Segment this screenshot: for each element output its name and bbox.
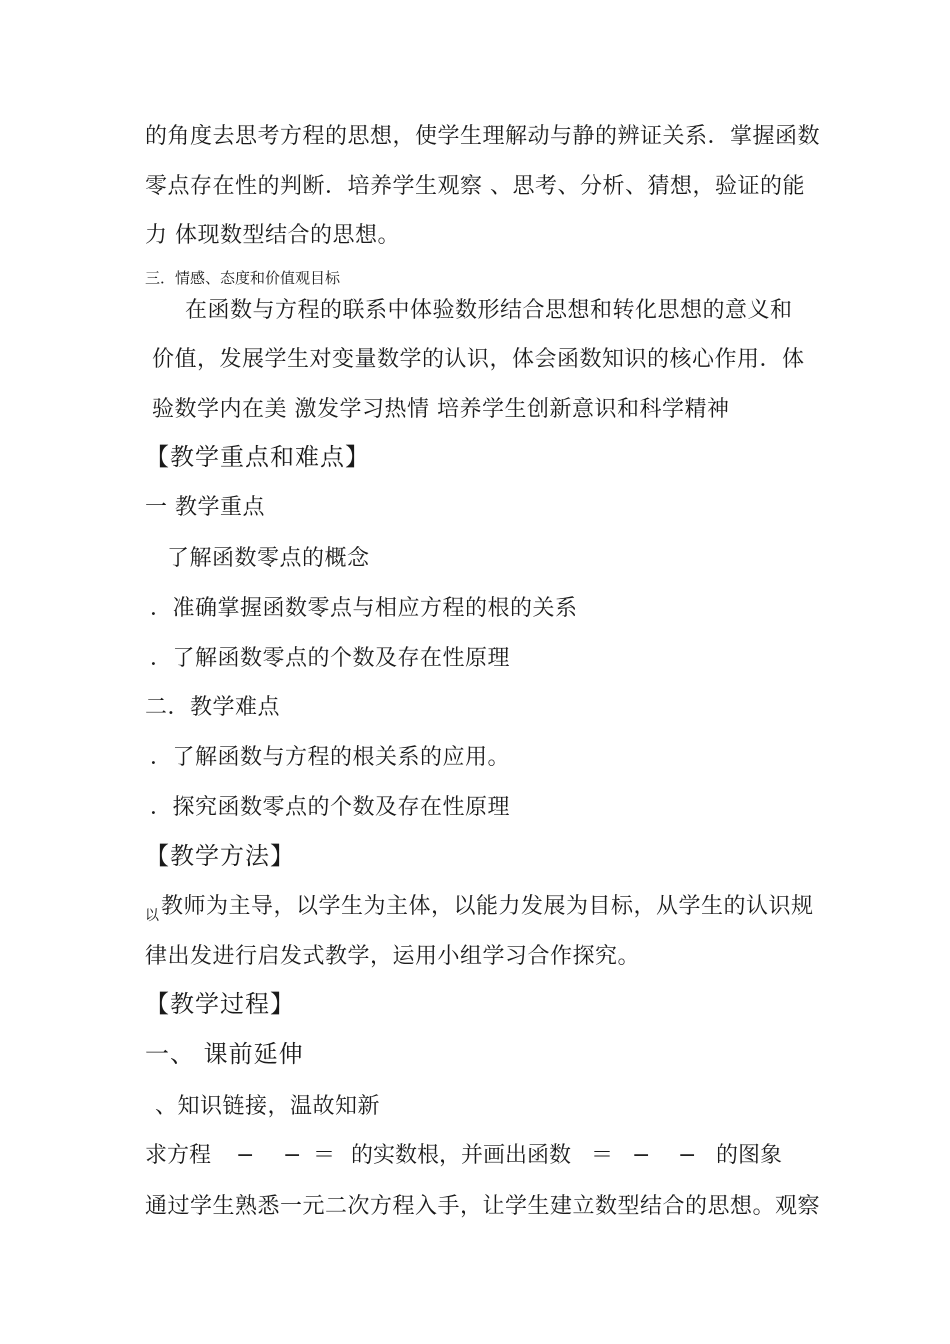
- paragraph-line: 通过学生熟悉一元二次方程入手，让学生建立数型结合的思想。观察: [145, 1194, 821, 1219]
- subsection-title: 、知识链接，温故知新: [155, 1094, 381, 1119]
- equation-symbol: −: [632, 1143, 651, 1168]
- paragraph-line: 零点存在性的判断．培养学生观察 、思考、分析、猜想，验证的能: [145, 174, 805, 199]
- equation-symbol: ＝: [313, 1143, 336, 1168]
- process-step-title: 一、 课前延伸: [145, 1040, 304, 1068]
- equation-symbol: −: [678, 1143, 697, 1168]
- equation-text: 的图象: [716, 1143, 783, 1168]
- paragraph-prefix: 以: [145, 908, 160, 924]
- paragraph-line: 的角度去思考方程的思想，使学生理解动与静的辨证关系．掌握函数: [145, 124, 821, 149]
- paragraph-line: 在函数与方程的联系中体验数形结合思想和转化思想的意义和: [185, 298, 793, 323]
- paragraph-line: 教师为主导，以学生为主体，以能力发展为目标，从学生的认识规: [161, 894, 814, 919]
- paragraph-line: 力 体现数型结合的思想。: [145, 223, 400, 248]
- subsection-title: 一 教学重点: [145, 495, 265, 520]
- section-heading: 【教学重点和难点】: [145, 443, 370, 471]
- paragraph-line: 验数学内在美 激发学习热情 培养学生创新意识和科学精神: [152, 397, 730, 422]
- equation-text: 求方程: [145, 1143, 212, 1168]
- list-item: ．准确掌握函数零点与相应方程的根的关系: [150, 596, 578, 621]
- subsection-title: 三．情感、态度和价值观目标: [145, 269, 341, 287]
- equation-symbol: −: [236, 1143, 255, 1168]
- section-heading: 【教学过程】: [145, 990, 295, 1018]
- list-item: ．了解函数与方程的根关系的应用。: [150, 745, 511, 770]
- paragraph-line: 价值，发展学生对变量数学的认识，体会函数知识的核心作用．体: [152, 347, 805, 372]
- equation-symbol: −: [283, 1143, 302, 1168]
- equation-symbol: ＝: [591, 1143, 614, 1168]
- paragraph-line: 律出发进行启发式教学，运用小组学习合作探究。: [145, 944, 641, 969]
- list-item: 了解函数零点的概念: [167, 546, 370, 571]
- equation-text: 的实数根，并画出函数: [351, 1143, 572, 1168]
- section-heading: 【教学方法】: [145, 842, 295, 870]
- list-item: ．了解函数零点的个数及存在性原理: [150, 646, 511, 671]
- subsection-title: 二．教学难点: [145, 695, 281, 720]
- list-item: ．探究函数零点的个数及存在性原理: [150, 795, 511, 820]
